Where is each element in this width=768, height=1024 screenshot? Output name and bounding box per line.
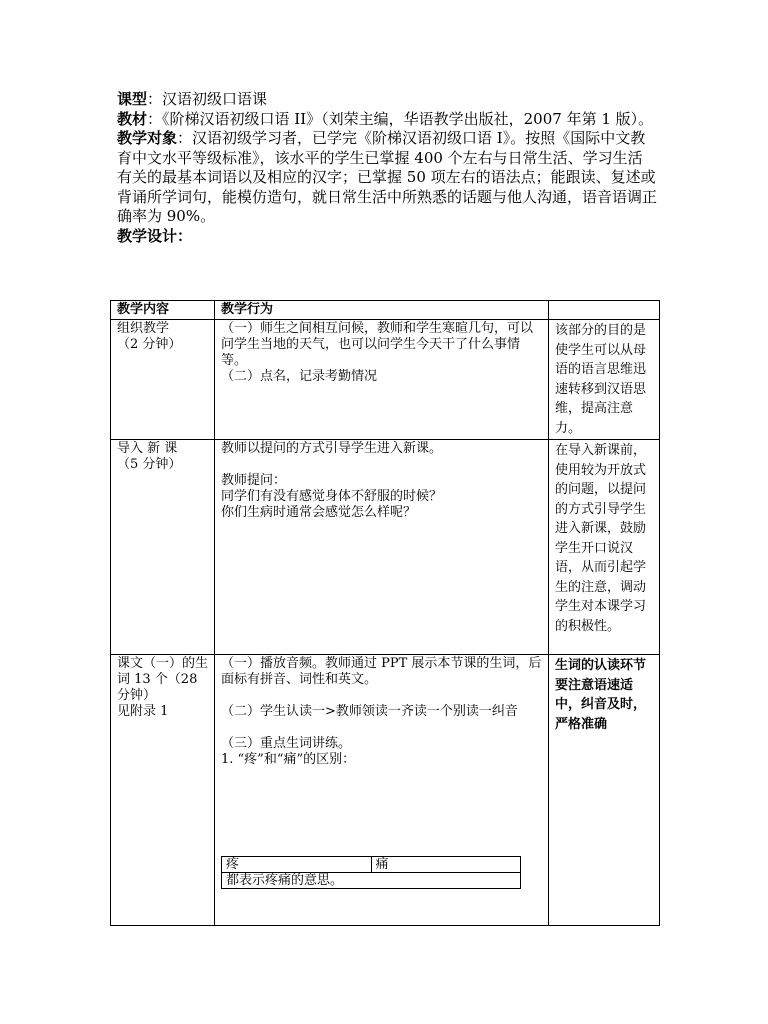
comparison-table	[221, 856, 521, 889]
activity-line: （三）重点生词讲练。	[221, 736, 352, 751]
design-label: 教学设计：	[117, 226, 193, 245]
note-cell: 在导入新课前，使用较为开放式的问题，以提问的方式引导学生进入新课，鼓励学生开口说汉语，从而引起学生的注意，调动学生对本课学习的积极性。	[549, 440, 660, 655]
header-content: 教学内容	[111, 301, 215, 320]
content-line: 组织教学	[117, 321, 170, 336]
audience-value: ：汉语初级学习者，已学完《阶梯汉语初级口语 I》。按照《国际中文教育中文水平等级标准》，该水平的学生已掌握 400 个左右与日常生活、学习生活有关的最基本词语以及相应的汉字；已掌握 50 项左右的语法点；能跟读、复述或背诵所学词句，能模仿造句，就日常生活中所熟悉的话题与他人沟通，语音语调正确率为 90%。	[117, 129, 658, 225]
content-line: 课文（一）的生词 13 个（28 分钟）	[117, 656, 209, 703]
content-line: 见附录 1	[117, 704, 169, 719]
activity-cell	[215, 655, 549, 926]
activity-line: （二）学生认读一>教师领读一齐读一个别读一纠音	[221, 704, 518, 719]
content-line: （5 分钟）	[117, 457, 182, 472]
spacer	[221, 457, 542, 473]
header-activity: 教学行为	[215, 301, 549, 320]
activity-line: （一）播放音频。教师通过 PPT 展示本节课的生词，后面标有拼音、词性和英文。	[221, 656, 542, 687]
activity-line: 1. “疼”和“痛”的区别：	[221, 752, 356, 767]
header-notes	[549, 301, 660, 320]
content-line: （2 分钟）	[117, 337, 182, 352]
activity-cell	[215, 440, 549, 655]
table-row	[111, 655, 660, 926]
course-type-line	[117, 90, 657, 110]
comparison-cell-teng: 疼	[222, 857, 372, 873]
activity-line: 同学们有没有感觉身体不舒服的时候？	[221, 489, 443, 504]
activity-line: 教师以提问的方式引导学生进入新课。	[221, 441, 443, 456]
activity-line: （二）点名，记录考勤情况	[221, 369, 378, 384]
activity-line: 你们生病时通常会感觉怎么样呢？	[221, 505, 417, 520]
activity-cell	[215, 320, 549, 440]
teaching-design-table	[110, 300, 660, 926]
content-cell	[111, 440, 215, 655]
comparison-header-row	[222, 857, 521, 873]
spacer	[221, 720, 542, 736]
comparison-shared-cell: 都表示疼痛的意思。	[222, 873, 521, 889]
audience-label: 教学对象	[117, 129, 178, 147]
table-row	[111, 440, 660, 655]
course-type-label: 课型	[117, 90, 148, 108]
note-cell: 该部分的目的是使学生可以从母语的语言思维迅速转移到汉语思维，提高注意力。	[549, 320, 660, 440]
content-line: 导入 新 课	[117, 441, 178, 456]
comparison-cell-tong: 痛	[371, 857, 521, 873]
table-row	[111, 320, 660, 440]
activity-line: （一）师生之间相互问候，教师和学生寒暄几句，可以问学生当地的天气，也可以问学生今天干了什么事情等。	[221, 321, 534, 368]
textbook-label: 教材	[117, 109, 148, 128]
textbook-line	[117, 110, 657, 130]
audience-line	[117, 129, 657, 227]
table-header-row	[111, 301, 660, 320]
course-type-value: ：汉语初级口语课	[147, 90, 268, 108]
comparison-shared-row	[222, 873, 521, 889]
content-cell	[111, 655, 215, 926]
design-line	[117, 227, 657, 247]
content-cell	[111, 320, 215, 440]
textbook-value: ：《阶梯汉语初级口语 II》（刘荣主编，华语教学出版社，2007 年第 1 版）。	[147, 109, 654, 128]
spacer	[221, 688, 542, 704]
activity-line: 教师提问：	[221, 473, 287, 488]
document-header	[117, 90, 657, 246]
note-cell: 生词的认读环节要注意语速适中，纠音及时，严格准确	[549, 655, 660, 926]
